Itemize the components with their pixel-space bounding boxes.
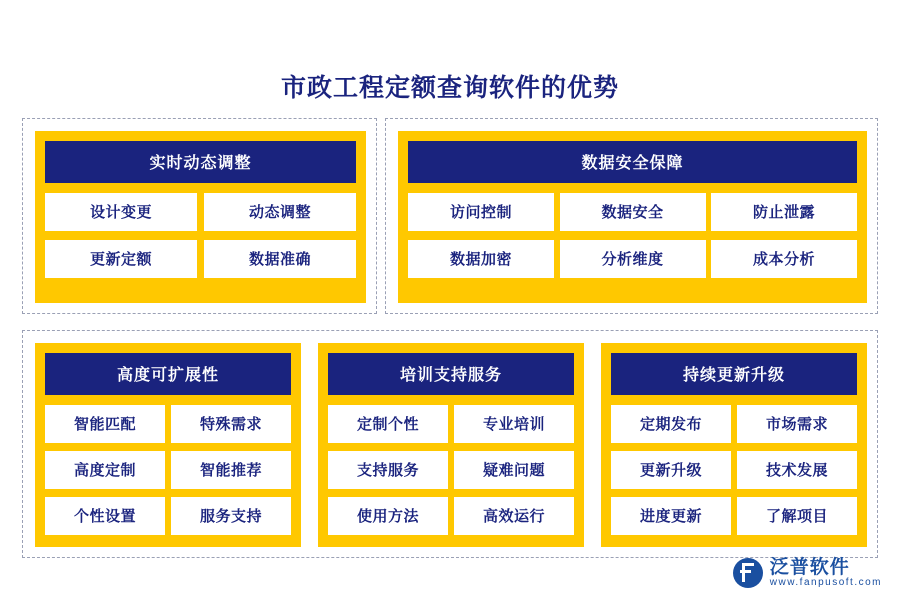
brand-name-en: www.fanpusoft.com xyxy=(769,576,882,588)
cell-item[interactable]: 技术发展 xyxy=(737,451,857,489)
panel-header: 持续更新升级 xyxy=(611,353,857,395)
cell-item[interactable]: 数据准确 xyxy=(204,240,356,278)
cell-item[interactable]: 高效运行 xyxy=(454,497,574,535)
bottom-panel-row xyxy=(35,343,867,547)
cell-item[interactable]: 定期发布 xyxy=(611,405,731,443)
cell-item[interactable]: 访问控制 xyxy=(408,193,554,231)
panel-continuous-update xyxy=(601,343,867,547)
cell-item[interactable]: 防止泄露 xyxy=(711,193,857,231)
brand-name-cn: 泛普软件 xyxy=(769,556,850,578)
page-title: 市政工程定额查询软件的优势 xyxy=(280,74,619,102)
cell-item[interactable]: 了解项目 xyxy=(737,497,857,535)
panel-extensibility xyxy=(35,343,301,547)
cell-item[interactable]: 更新定额 xyxy=(45,240,197,278)
cell-item[interactable]: 智能推荐 xyxy=(171,451,291,489)
cell-item[interactable]: 成本分析 xyxy=(711,240,857,278)
panel-header: 实时动态调整 xyxy=(45,141,356,183)
cell-item[interactable]: 定制个性 xyxy=(328,405,448,443)
cell-item[interactable]: 设计变更 xyxy=(45,193,197,231)
cell-item[interactable]: 数据加密 xyxy=(408,240,554,278)
group-bottom xyxy=(22,330,878,558)
cell-item[interactable]: 个性设置 xyxy=(45,497,165,535)
cell-item[interactable]: 更新升级 xyxy=(611,451,731,489)
cell-item[interactable]: 动态调整 xyxy=(204,193,356,231)
panel-data-security xyxy=(398,131,867,303)
panel-training-support xyxy=(318,343,584,547)
cell-item[interactable]: 智能匹配 xyxy=(45,405,165,443)
panel-cells xyxy=(611,405,857,543)
cell-item[interactable]: 使用方法 xyxy=(328,497,448,535)
cell-item[interactable]: 支持服务 xyxy=(328,451,448,489)
cell-item[interactable]: 数据安全 xyxy=(560,193,706,231)
panel-header: 培训支持服务 xyxy=(328,353,574,395)
panel-header: 数据安全保障 xyxy=(408,141,857,183)
panel-realtime-adjustment xyxy=(35,131,366,303)
cell-item[interactable]: 分析维度 xyxy=(560,240,706,278)
cell-item[interactable]: 进度更新 xyxy=(611,497,731,535)
brand-logo xyxy=(733,558,882,588)
panel-cells xyxy=(45,405,291,543)
fanpu-circle-logo-icon xyxy=(733,558,763,588)
cell-item[interactable]: 服务支持 xyxy=(171,497,291,535)
cell-item[interactable]: 高度定制 xyxy=(45,451,165,489)
brand-logo-text xyxy=(770,558,882,588)
group-top-left xyxy=(22,118,377,314)
cell-item[interactable]: 市场需求 xyxy=(737,405,857,443)
group-top-right xyxy=(385,118,878,314)
cell-item[interactable]: 特殊需求 xyxy=(171,405,291,443)
cell-item[interactable]: 疑难问题 xyxy=(454,451,574,489)
panel-cells xyxy=(45,193,356,287)
panel-header: 高度可扩展性 xyxy=(45,353,291,395)
panel-cells xyxy=(408,193,857,287)
cell-item[interactable]: 专业培训 xyxy=(454,405,574,443)
panel-cells xyxy=(328,405,574,543)
